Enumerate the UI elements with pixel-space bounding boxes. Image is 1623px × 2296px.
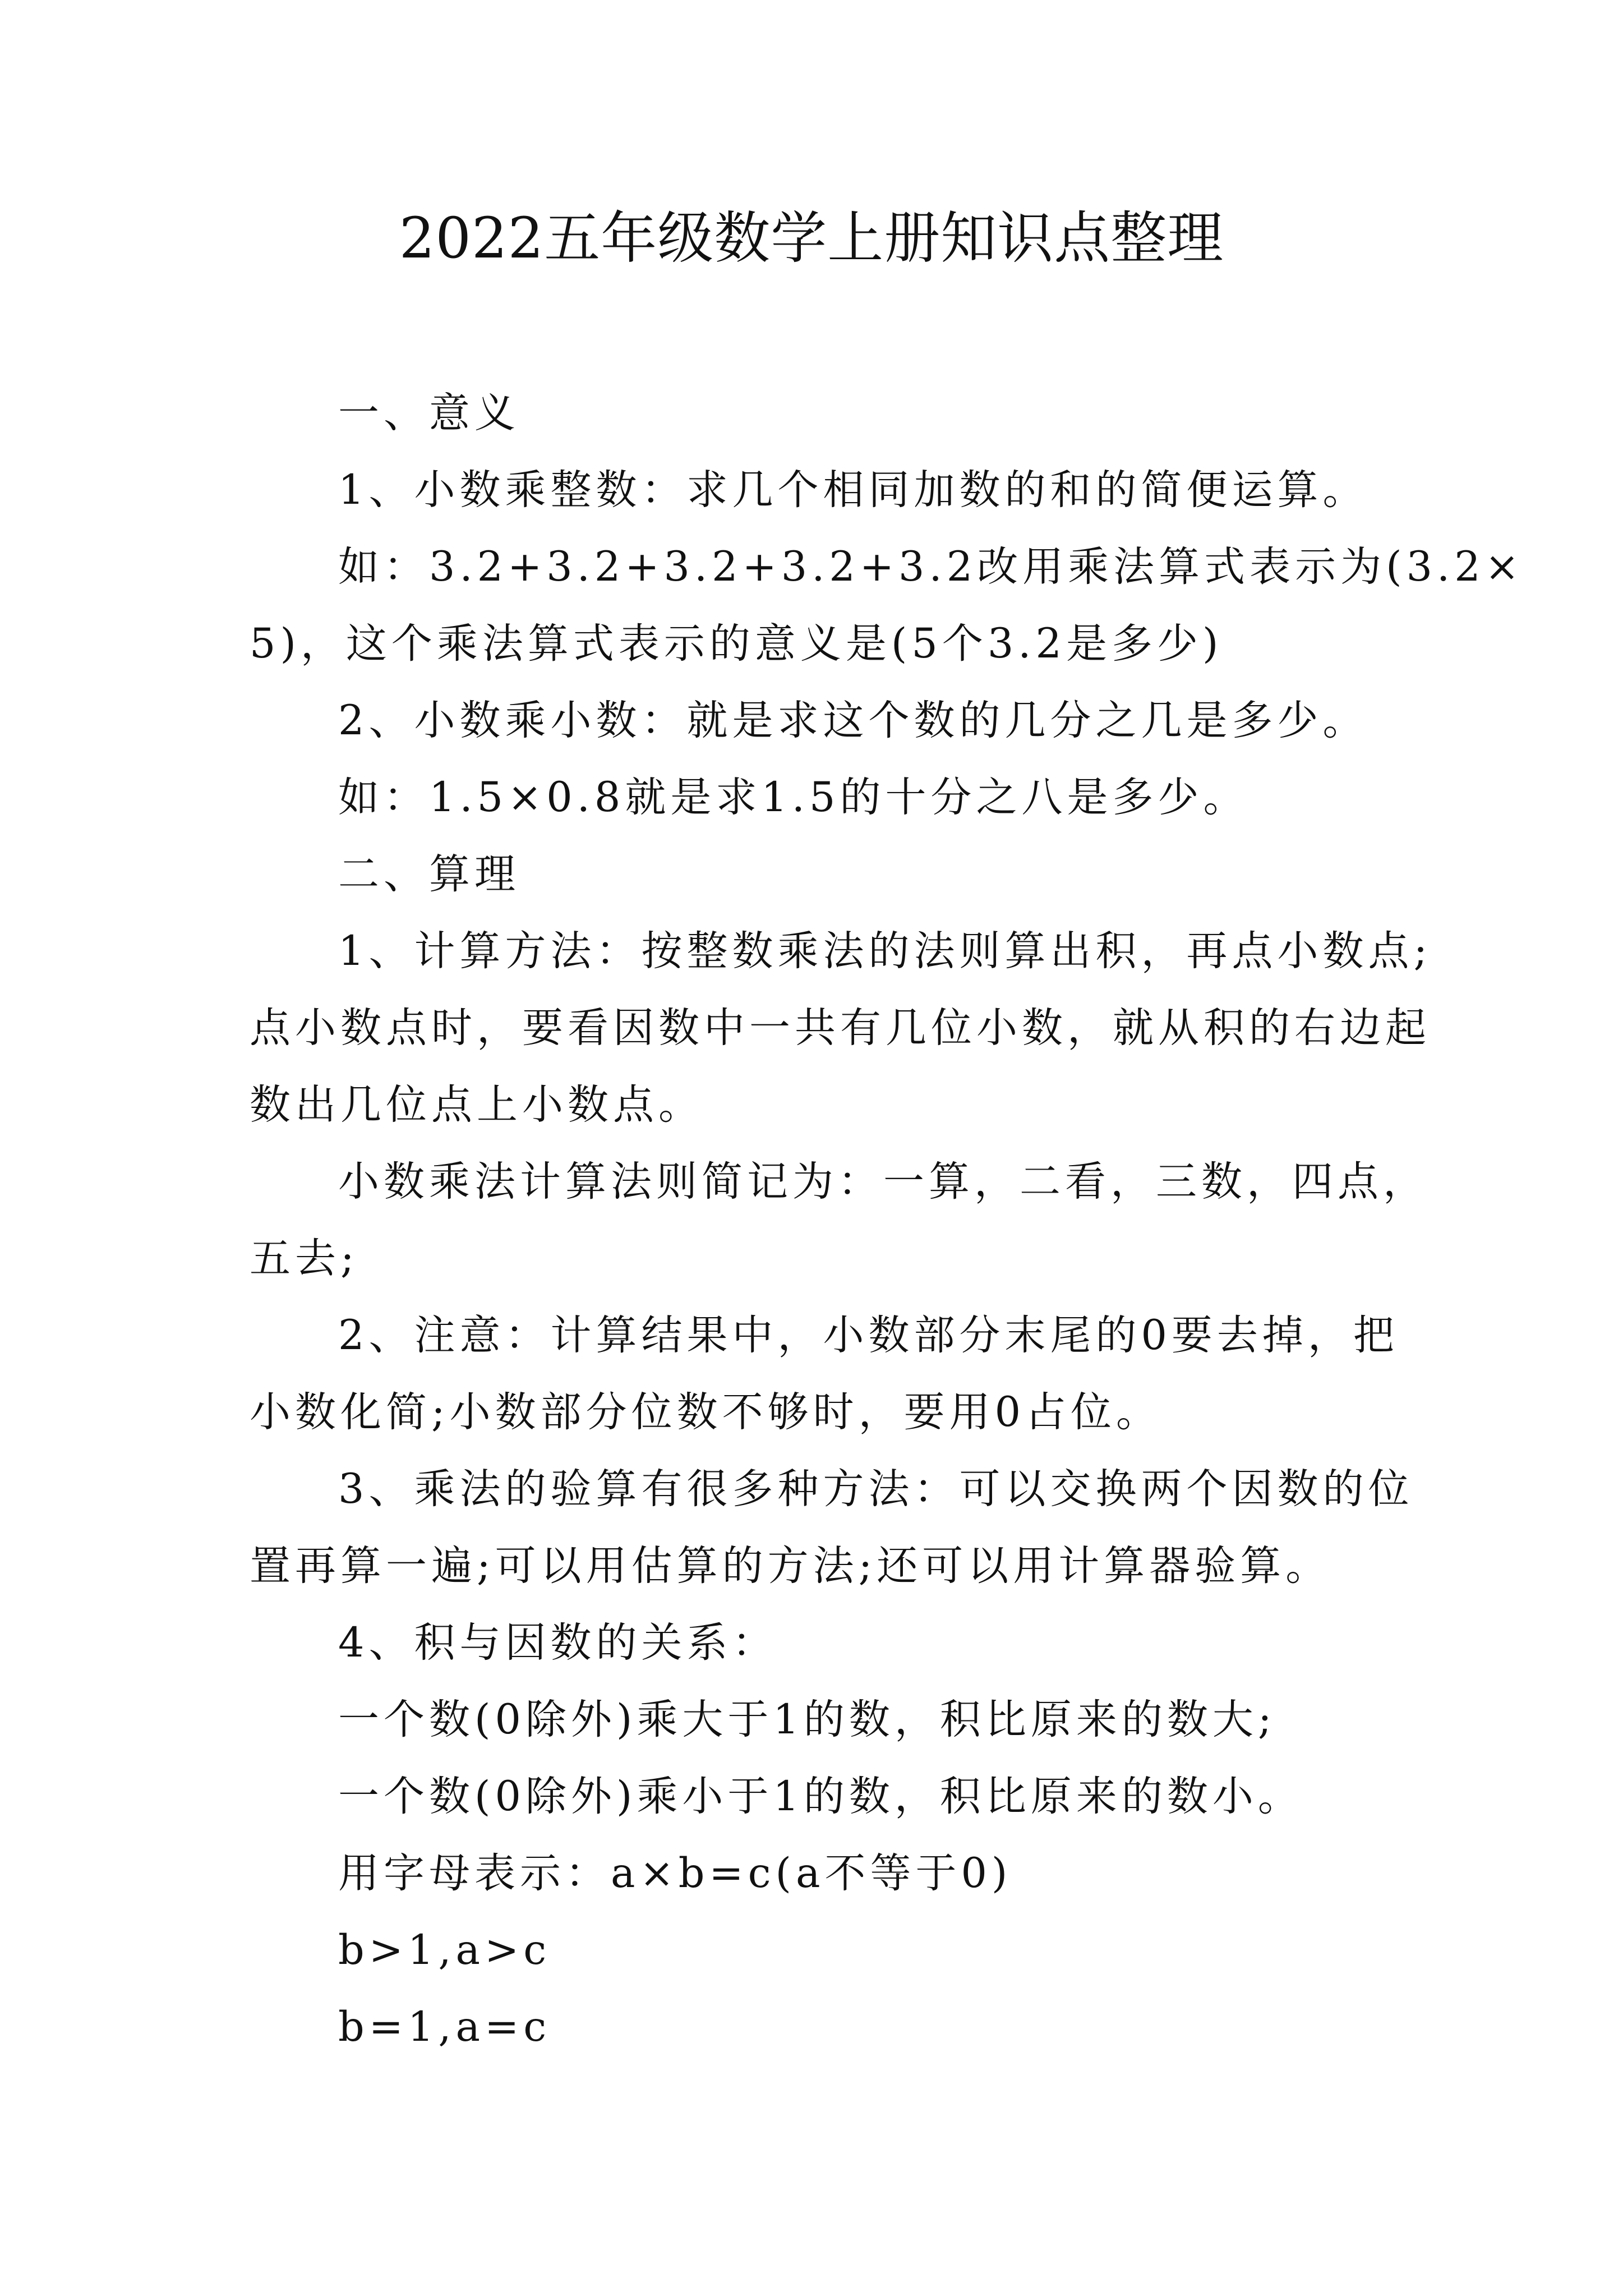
paragraph-line: 点小数点时，要看因数中一共有几位小数，就从积的右边起 xyxy=(250,1004,1431,1052)
paragraph-line: 5)，这个乘法算式表示的意义是(5个3.2是多少) xyxy=(250,620,1223,668)
paragraph-line: 数出几位点上小数点。 xyxy=(250,1081,704,1129)
paragraph-line: 1、计算方法：按整数乘法的法则算出积，再点小数点; xyxy=(338,927,1432,975)
paragraph-line: 五去; xyxy=(250,1235,359,1282)
paragraph-line: 如：3.2+3.2+3.2+3.2+3.2改用乘法算式表示为(3.2× xyxy=(338,543,1524,591)
section-heading-principle: 二、算理 xyxy=(338,850,520,898)
paragraph-line: 3、乘法的验算有很多种方法：可以交换两个因数的位 xyxy=(338,1465,1414,1513)
formula-line: b=1,a=c xyxy=(338,2003,551,2051)
section-heading-meaning: 一、意义 xyxy=(338,389,520,437)
paragraph-line: 2、小数乘小数：就是求这个数的几分之几是多少。 xyxy=(338,697,1368,744)
paragraph-line: 小数乘法计算法则简记为：一算，二看，三数，四点， xyxy=(338,1158,1428,1205)
paragraph-line: 一个数(0除外)乘小于1的数，积比原来的数小。 xyxy=(338,1773,1303,1820)
document-title: 2022五年级数学上册知识点整理 xyxy=(399,205,1224,271)
paragraph-line: 2、注意：计算结果中，小数部分末尾的0要去掉，把 xyxy=(338,1312,1399,1359)
paragraph-line: 一个数(0除外)乘大于1的数，积比原来的数大; xyxy=(338,1696,1276,1743)
paragraph-line: 如：1.5×0.8就是求1.5的十分之八是多少。 xyxy=(338,774,1249,821)
paragraph-line: 1、小数乘整数：求几个相同加数的和的简便运算。 xyxy=(338,466,1368,514)
paragraph-line: 4、积与因数的关系： xyxy=(338,1619,778,1667)
formula-line: b>1,a>c xyxy=(338,1926,551,1974)
paragraph-line: 置再算一遍;可以用估算的方法;还可以用计算器验算。 xyxy=(250,1542,1331,1590)
paragraph-line: 小数化简;小数部分位数不够时，要用0占位。 xyxy=(250,1388,1162,1436)
document-body xyxy=(250,375,1524,2065)
paragraph-line: 用字母表示：a×b=c(a不等于0) xyxy=(338,1849,1012,1897)
